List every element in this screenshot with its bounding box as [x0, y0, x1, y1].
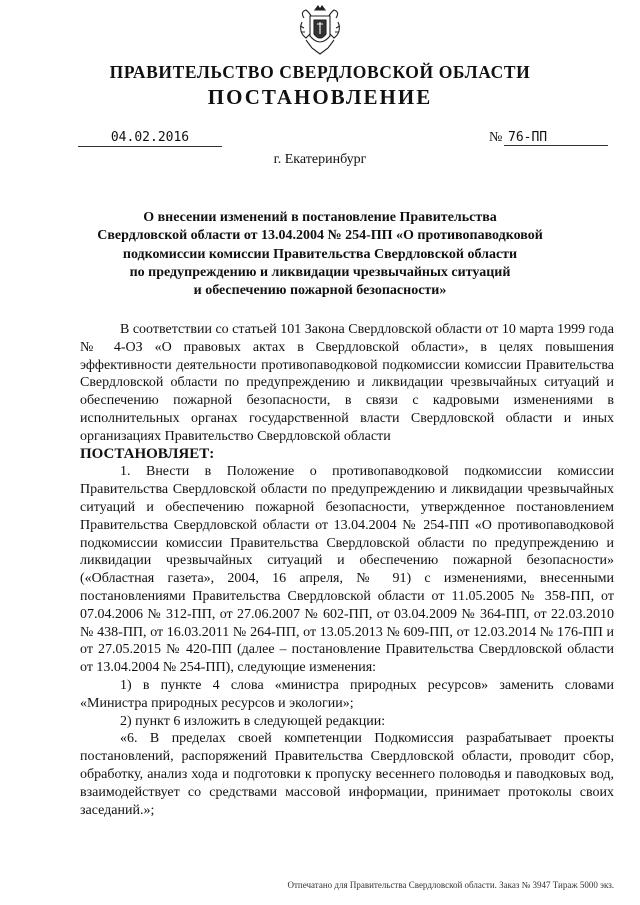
print-footer: Отпечатано для Правительства Свердловской области. Заказ № 3947 Тираж 5000 экз.	[287, 880, 614, 890]
subitem-1-paragraph: 1) в пункте 4 слова «министра природных ресурсов» заменить словами «Министра природных ресурсов и экологии»;	[80, 677, 614, 711]
preamble-paragraph: В соответствии со статьей 101 Закона Свердловской области от 10 марта 1999 года № 4-ОЗ «О правовых актах в Свердловской области», в целях повышения эффективности деятельности противопаводковой подкомиссии комиссии Правительства Свердловской области по предупреждению и ликвидации чрезвычайных ситуаций и обеспечению пожарной безопасности, в связи с кадровыми изменениями в исполнительных органах государственной власти Свердловской области и иных организациях Правительство Свердловской области	[80, 322, 614, 444]
city: г. Екатеринбург	[273, 152, 367, 167]
heading-line: по предупреждению и ликвидации чрезвычайных ситуаций	[129, 264, 511, 280]
document-heading	[90, 209, 550, 300]
government-title: ПРАВИТЕЛЬСТВО СВЕРДЛОВСКОЙ ОБЛАСТИ	[109, 62, 531, 82]
document-body	[80, 321, 614, 819]
document-type: ПОСТАНОВЛЕНИЕ	[207, 85, 433, 109]
heading-line: и обеспечению пожарной безопасности»	[193, 283, 447, 299]
quoted-paragraph: «6. В пределах своей компетенции Подкомиссия разрабатывает проекты постановлений, распоряжений Правительства Свердловской области, проводит сбор, обработку, анализ хода и подготовки к пропуску весеннего половодья и паводковых вод, взаимодействует со средствами массовой информации, принимает протоколы своих заседаний.»;	[80, 731, 614, 818]
number-label: №	[489, 130, 503, 145]
heading-line: О внесении изменений в постановление Правительства	[143, 210, 497, 225]
item-1-paragraph: 1. Внести в Положение о противопаводковой подкомиссии комиссии Правительства Свердловской области по предупреждению и ликвидации чрезвычайных ситуаций и обеспечению пожарной безопасности, утвержденное постановлением Правительства Свердловской области от 13.04.2004 № 254-ПП «О противопаводковой подкомиссии комиссии Правительства Свердловской области по предупреждению и ликвидации чрезвычайных ситуаций и обеспечению пожарной безопасности» («Областная газета», 2004, 16 апреля, № 91) с изменениями, внесенными постановлениями Правительства Свердловской области от 11.05.2005 № 358-ПП, от 07.04.2006 № 312-ПП, от 27.06.2007 № 602-ПП, от 03.04.2009 № 364-ПП, от 22.03.2010 № 438-ПП, от 16.03.2011 № 264-ПП, от 13.05.2013 № 609-ПП, от 12.03.2014 № 176-ПП и от 27.05.2015 № 420-ПП (далее – постановление Правительства Свердловской области от 13.04.2004 № 254-ПП), следующие изменения:	[80, 464, 614, 676]
document-number: 76-ПП	[504, 130, 608, 146]
heading-line: подкомиссии комиссии Правительства Свердловской области	[122, 246, 518, 262]
coat-of-arms-emblem	[296, 4, 344, 56]
heading-line: Свердловской области от 13.04.2004 № 254-ПП «О противопаводковой	[97, 228, 543, 244]
subitem-2-paragraph: 2) пункт 6 изложить в следующей редакции:	[120, 713, 386, 729]
decree-heading: ПОСТАНОВЛЯЕТ:	[80, 445, 215, 462]
document-date: 04.02.2016	[78, 130, 222, 147]
